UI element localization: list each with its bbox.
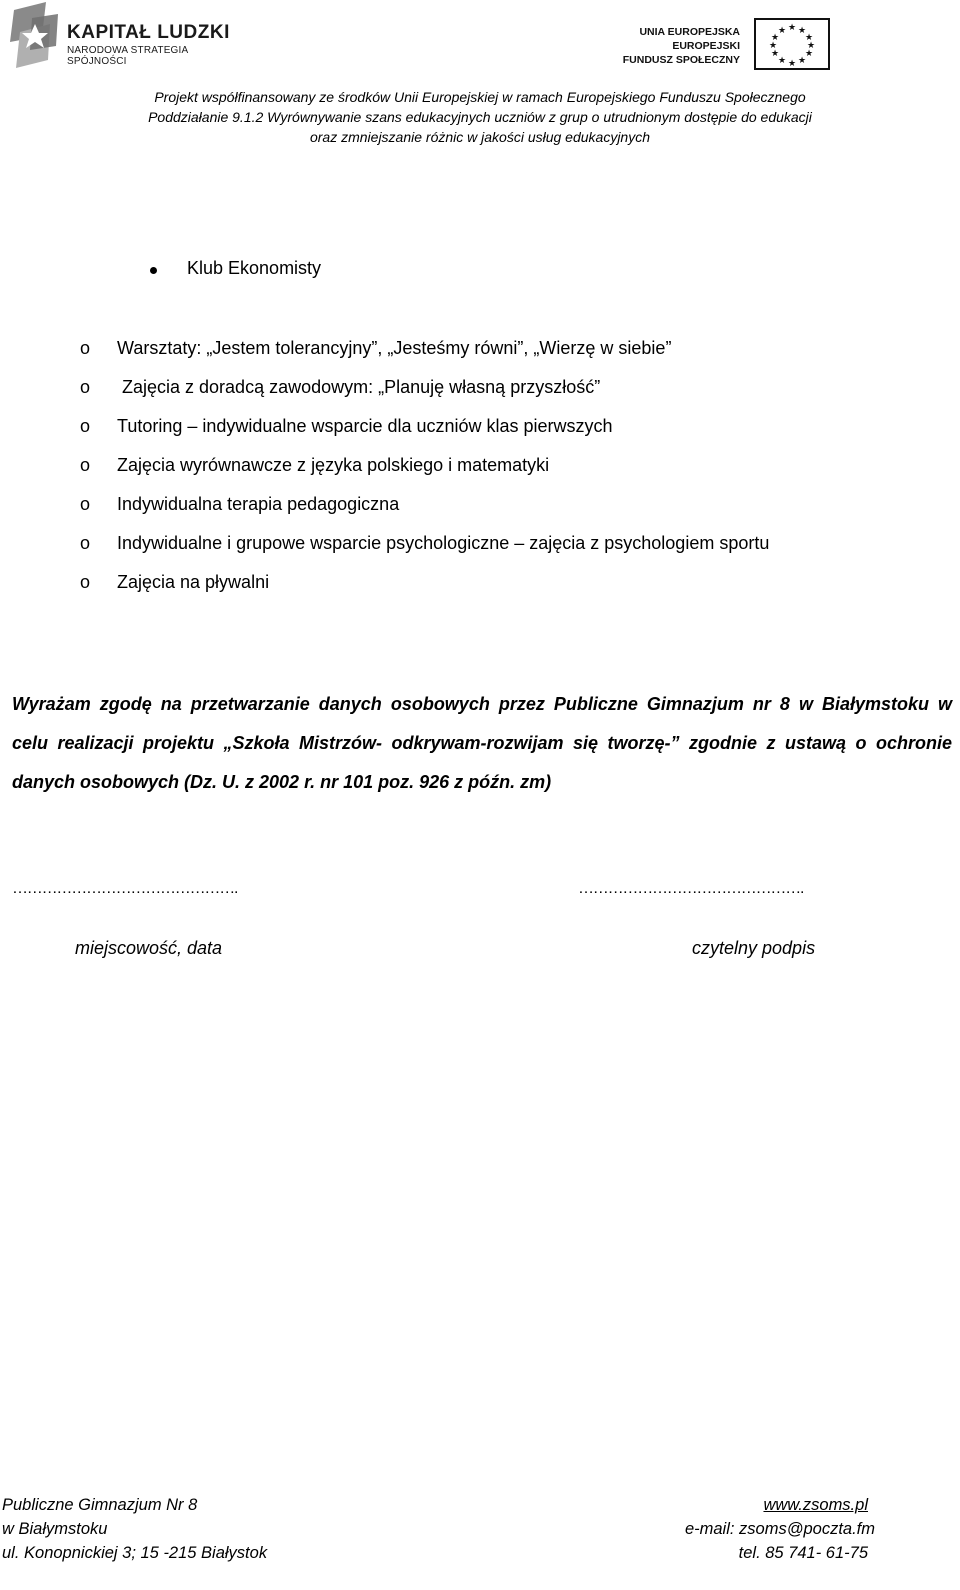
eu-line: FUNDUSZ SPOŁECZNY	[622, 54, 740, 66]
list-marker: o	[80, 455, 91, 475]
footer-website[interactable]: www.zsoms.pl	[763, 1496, 868, 1514]
eu-text	[623, 25, 740, 67]
kapital-ludzki-subtitle: NARODOWA STRATEGIA SPÓJNOŚCI	[67, 45, 188, 67]
svg-text:★: ★	[770, 49, 780, 59]
footer-email: e-mail: zsoms@poczta.fm	[684, 1520, 875, 1538]
list-marker: o	[80, 416, 91, 436]
consent-line: danych osobowych (Dz. U. z 2002 r. nr 101 poz. 926 z późn. zm)	[12, 772, 552, 792]
kapital-ludzki-logo	[10, 2, 230, 70]
bullet-dot-icon	[150, 267, 157, 274]
list-item-text: Tutoring – indywidualne wsparcie dla uczniów klas pierwszych	[117, 416, 613, 436]
consent-line: Wyrażam zgodę na przetwarzanie danych osobowych przez Publiczne Gimnazjum nr 8 w Białymstoku w	[12, 694, 952, 714]
consent-statement	[12, 685, 952, 802]
kapital-ludzki-title: KAPITAŁ LUDZKI	[67, 22, 230, 43]
footer-school: Publiczne Gimnazjum Nr 8	[2, 1496, 198, 1514]
list-marker: o	[80, 377, 91, 397]
list-item-text: Indywidualna terapia pedagogiczna	[117, 494, 400, 514]
svg-text:★: ★	[777, 26, 787, 36]
svg-text:★: ★	[797, 26, 807, 36]
consent-line: celu realizacji projektu „Szkoła Mistrzów- odkrywam-rozwijam się tworzę-” zgodnie z ustawą o ochronie	[12, 733, 952, 753]
list-marker: o	[80, 572, 91, 592]
list-marker: o	[80, 494, 91, 514]
list-item-text: Warsztaty: „Jestem tolerancyjny”, „Jesteśmy równi”, „Wierzę w siebie”	[117, 338, 672, 358]
list-item-text: Indywidualne i grupowe wsparcie psychologiczne – zajęcia z psychologiem sportu	[117, 533, 770, 553]
place-date-label: miejscowość, data	[75, 938, 223, 958]
kapital-ludzki-emblem-icon	[10, 2, 62, 70]
list-item-text: Zajęcia na pływalni	[117, 572, 270, 592]
eu-line: EUROPEJSKI	[672, 40, 740, 52]
list-marker: o	[80, 338, 91, 358]
project-info	[60, 87, 900, 147]
svg-text:★: ★	[797, 56, 807, 66]
svg-text:★: ★	[770, 33, 780, 43]
place-date-line: ……………………………………….	[12, 880, 238, 897]
footer-address: ul. Konopnickiej 3; 15 -215 Białystok	[2, 1544, 268, 1562]
footer-phone: tel. 85 741- 61-75	[738, 1544, 868, 1562]
list-item-text: Zajęcia z doradcą zawodowym: „Planuję własną przyszłość”	[117, 377, 601, 397]
bullet-label: Klub Ekonomisty	[187, 258, 322, 278]
eu-logo	[622, 17, 840, 73]
svg-text:★: ★	[804, 33, 814, 43]
eu-flag-icon	[754, 18, 830, 70]
project-line: Projekt współfinansowany ze środków Unii Europejskiej w ramach Europejskiego Funduszu Społecznego	[154, 89, 806, 105]
list-marker: o	[80, 533, 91, 553]
svg-text:★: ★	[804, 49, 814, 59]
project-line: oraz zmniejszanie różnic w jakości usług edukacyjnych	[309, 129, 651, 145]
svg-text:★: ★	[768, 41, 778, 51]
list-item-text: Zajęcia wyrównawcze z języka polskiego i matematyki	[117, 455, 550, 475]
footer-website-link[interactable]	[763, 1496, 868, 1515]
signature-line: ……………………………………….	[578, 880, 804, 897]
footer-city: w Białymstoku	[2, 1520, 108, 1538]
svg-text:★: ★	[777, 56, 787, 66]
signature-label: czytelny podpis	[692, 938, 816, 958]
eu-line: UNIA EUROPEJSKA	[639, 26, 740, 38]
project-line: Poddziałanie 9.1.2 Wyrównywanie szans edukacyjnych uczniów z grup o utrudnionym dostępie do edukacji	[148, 109, 812, 125]
svg-text:★: ★	[787, 23, 797, 33]
svg-text:★: ★	[787, 59, 797, 68]
svg-text:★: ★	[806, 41, 816, 51]
